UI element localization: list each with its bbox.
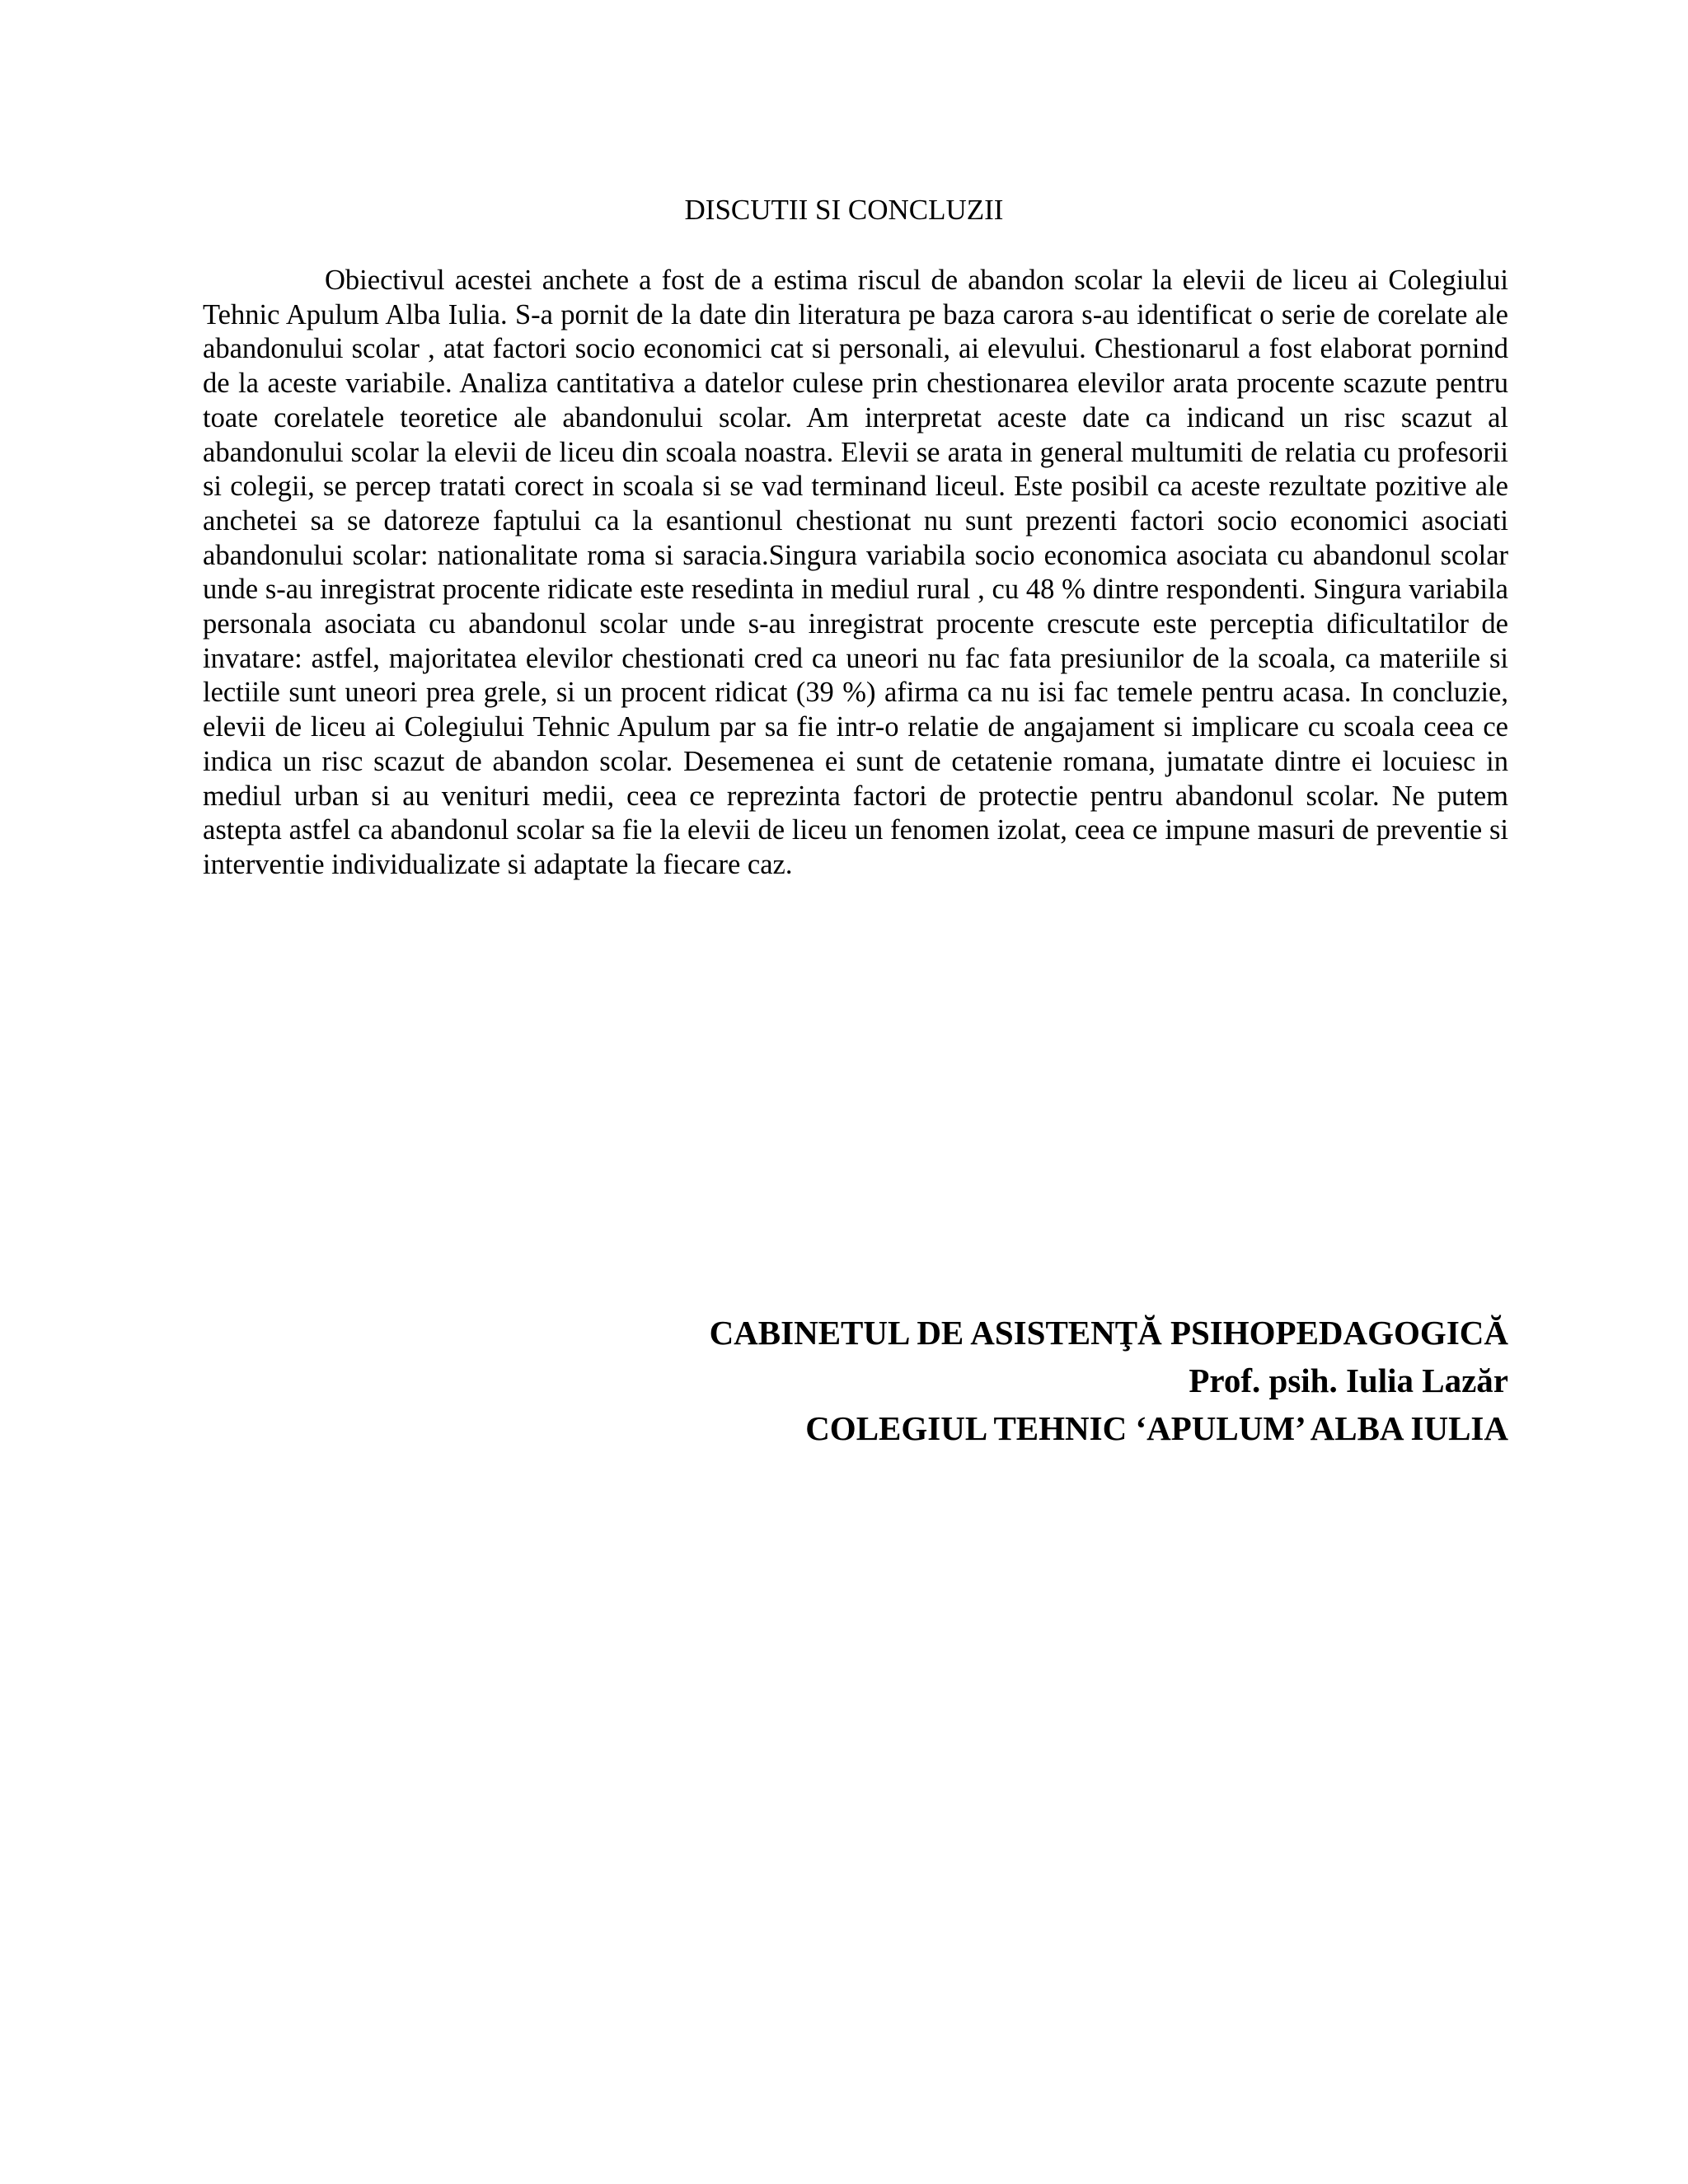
section-title: DISCUTII SI CONCLUZII: [684, 194, 1004, 226]
signature-author: Prof. psih. Iulia Lazăr: [1189, 1361, 1508, 1399]
conclusions-paragraph: Obiectivul acestei anchete a fost de a estima riscul de abandon scolar la elevii de liceu ai Colegiului Tehnic Apulum Alba Iulia. S-a pornit de la date din literatura pe baza carora s-au identificat o serie de corelate ale abandonului scolar , atat factori socio economici cat si personali, ai elevului. Chestionarul a fost elaborat pornind de la aceste variabile. Analiza cantitativa a datelor culese prin chestionarea elevilor arata procente scazute pentru toate corelatele teoretice ale abandonului scolar. Am interpretat aceste date ca indicand un risc scazut al abandonului scolar la elevii de liceu din scoala noastra. Elevii se arata in general multumiti de relatia cu profesorii si colegii, se percep tratati corect in scoala si se vad terminand liceul. Este posibil ca aceste rezultate pozitive ale anchetei sa se datoreze faptului ca la esantionul chestionat nu sunt prezenti factori socio economici asociati abandonului scolar: nationalitate roma si saracia.Singura variabila socio economica asociata cu abandonul scolar unde s-au inregistrat procente ridicate este resedinta in mediul rural , cu 48 % dintre respondenti. Singura variabila personala asociata cu abandonul scolar unde s-au inregistrat procente crescute este perceptia dificultatilor de invatare: astfel, majoritatea elevilor chestionati cred ca uneori nu fac fata presiunilor de la scoala, ca materiile si lectiile sunt uneori prea grele, si un procent ridicat (39 %) afirma ca nu isi fac temele pentru acasa. In concluzie, elevii de liceu ai Colegiului Tehnic Apulum par sa fie intr-o relatie de angajament si implicare cu scoala ceea ce indica un risc scazut de abandon scolar. Desemenea ei sunt de cetatenie romana, jumatate dintre ei locuiesc in mediul urban si au venituri medii, ceea ce reprezinta factori de protectie pentru abandonul scolar. Ne putem astepta astfel ca abandonul scolar sa fie la elevii de liceu un fenomen izolat, ceea ce impune masuri de preventie si interventie individualizate si adaptate la fiecare caz.: [203, 265, 1508, 880]
signature-office: CABINETUL DE ASISTENŢĂ PSIHOPEDAGOGICĂ: [709, 1314, 1508, 1352]
signature-institution: COLEGIUL TEHNIC ‘APULUM’ ALBA IULIA: [805, 1409, 1508, 1447]
signature-block: [495, 1309, 1508, 1452]
